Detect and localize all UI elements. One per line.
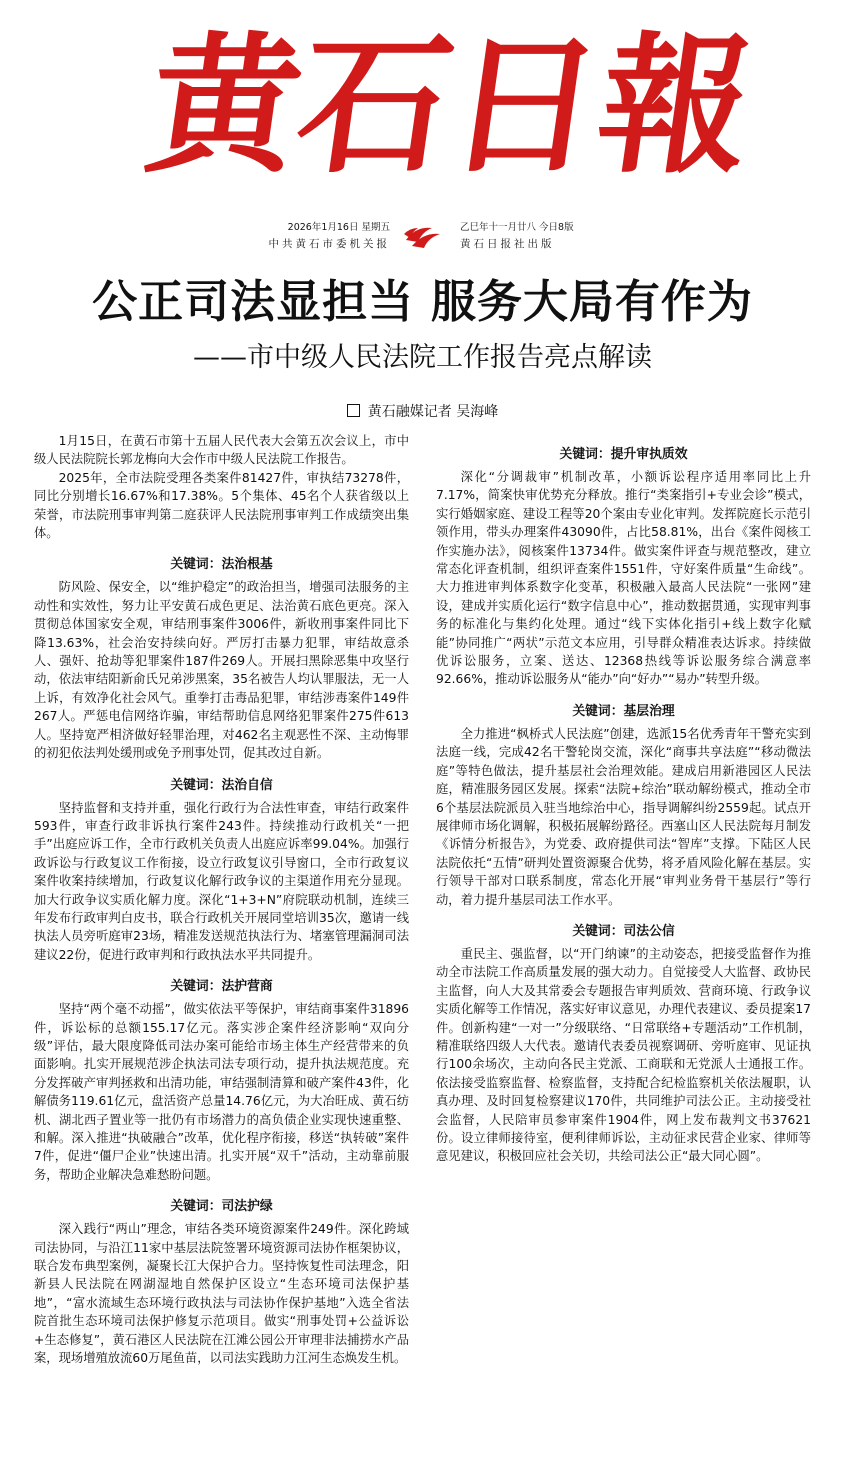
intro-paragraph: 2025年，全市法院受理各类案件81427件，审执结73278件，同比分别增长16.67%和17.38%。5个集体、45名个人获省级以上荣誉，市法院刑事审判第二庭获评人民法院刑事审判工作成绩突出集体。: [34, 470, 409, 541]
section-paragraph: 全力推进“枫桥式人民法庭”创建，选派15名优秀青年干警充实到法庭一线，完成42名干警轮岗交流，深化“商事共享法庭”“移动微法庭”等特色做法，提升基层社会治理效能。建成启用新港园区人民法庭，精准服务园区发展。探索“法院+综治”联动解纷模式，推动全市6个基层法院派员入驻当地综治中心，指导调解纠纷2559起。试点开展律师市场化调解，积极拓展解纷路径。西塞山区人民法院每月制发《诉情分析报告》，为党委、政府提供司法“智库”支撑。下陆区人民法院依托“五情”研判处置资源聚合优势，将矛盾风险化解在基层。实行领导干部对口联系制度，常态化开展“审判业务骨干基层行”等行动，着力提升基层司法工作水平。: [436, 726, 811, 907]
section-heading: 关键词：司法护绿: [170, 1199, 273, 1215]
section-paragraph: 坚持“两个毫不动摇”，做实依法平等保护，审结商事案件31896件，诉讼标的总额155.17亿元。落实涉企案件经济影响“双向分级”评估，最大限度降低司法办案可能给市场主体生产经营带来的负面影响。扎实开展规范涉企执法司法专项行动，提升执法规范度。充分发挥破产审判拯救和出清功能，审结强制清算和破产案件43件，化解债务119.61亿元，盘活资产总量14.76亿元，为大冶旺成、黄石纺机、湖北西子置业等一批仍有市场潜力的高负债企业实现快速重整、和解。深入推进“执破融合”改革，优化程序衔接，移送“执转破”案件7件，促进“僵尸企业”快速出清。扎实开展“双千”活动，主动靠前服务，帮助企业解决急难愁盼问题。: [34, 1002, 409, 1182]
lunar-date: 乙巳年十一月廿八 今日8版: [460, 222, 574, 233]
article-column-left: [34, 432, 409, 1367]
newspaper-emblem-icon: [402, 222, 442, 250]
section-heading: 关键词：法治根基: [170, 557, 273, 573]
title-char: 日: [437, 18, 613, 194]
section-paragraph: 深入践行“两山”理念，审结各类环境资源案件249件。深化跨域司法协同，与沿江11家中基层法院签署环境资源司法协作框架协议，联合发布典型案例，凝聚长江大保护合力。坚持恢复性司法理念，阳新县人民法院在网湖湿地自然保护区设立“生态环境司法保护基地”，“富水流域生态环境行政执法与司法协作保护基地”入选全省法院首批生态环境司法保护修复示范项目。做实“刑事处罚+公益诉讼+生态修复”，黄石港区人民法院在江滩公园公开审理非法捕捞水产品案，现场增殖放流60万尾鱼苗，以司法实践助力江河生态焕发生机。: [34, 1222, 409, 1366]
title-char: 石: [287, 18, 463, 194]
title-char: 黄: [137, 18, 313, 194]
title-char: 報: [587, 18, 763, 194]
publisher-name: 黄石日报社出版: [460, 238, 555, 250]
section-heading: 关键词：提升审执质效: [559, 447, 688, 462]
intro-paragraph: 1月15日，在黄石市第十五届人民代表大会第五次会议上，市中级人民法院院长郭龙梅向大会作市中级人民法院工作报告。: [34, 434, 409, 467]
masthead: [0, 0, 845, 215]
byline-box-icon: [347, 404, 360, 417]
section-paragraph: 坚持监督和支持并重，强化行政行为合法性审查，审结行政案件593件，审查行政非诉执行案件243件。持续推动行政机关“一把手”出庭应诉工作，全市行政机关负责人出庭应诉率99.04%。加强行政诉讼与行政复议工作衔接，设立行政复议引导窗口，全市行政复议案件收案持续增加，行政复议化解行政争议的主渠道作用充分显现。加大行政争议实质化解力度。深化“1+3+N”府院联动机制，连续三年发布行政审判白皮书，联合行政机关开展同堂培训35次，邀请一线执法人员旁听庭审23场，精准发送规范执法行为、堵塞管理漏洞司法建议22份，促进行政审判和行政执法水平共同提升。: [34, 800, 409, 962]
newspaper-title-logo: [137, 6, 763, 206]
dateline-right: [460, 220, 574, 252]
section-heading: 关键词：法治自信: [170, 777, 273, 793]
article-column-right: [436, 432, 811, 1166]
article-subheadline: ——市中级人民法院工作报告亮点解读: [193, 342, 652, 373]
article-headline: 公正司法显担当 服务大局有作为: [92, 275, 753, 328]
section-heading: 关键词：法护营商: [170, 979, 273, 995]
section-paragraph: 防风险、保安全，以“维护稳定”的政治担当，增强司法服务的主动性和实效性，努力让平安黄石成色更足、法治黄石底色更亮。深入贯彻总体国家安全观，审结刑事案件3006件，新收刑事案件同比下降13.63%，社会治安持续向好。严厉打击暴力犯罪，审结故意杀人、强奸、抢劫等犯罪案件187件269人。开展扫黑除恶集中攻坚行动，依法审结阳新俞氏兄弟涉黑案，35名被告人均认罪服法，无一人上诉，有效净化社会风气。重拳打击毒品犯罪，审结涉毒案件149件267人。严惩电信网络诈骗，审结帮助信息网络犯罪案件275件613人。坚持宽严相济做好轻罪治理，对462名主观恶性不深、主动悔罪的初犯依法判处缓刑或免予刑事处罚，促其改过自新。: [34, 580, 409, 761]
dateline-left: [269, 220, 391, 252]
issue-date: 2026年1月16日 星期五: [287, 222, 390, 233]
section-heading: 关键词：基层治理: [572, 703, 675, 719]
section-paragraph: 重民主、强监督，以“开门纳谏”的主动姿态，把接受监督作为推动全市法院工作高质量发展的强大动力。自觉接受人大监督、政协民主监督，向人大及其常委会专题报告审判质效、营商环境、行政争议实质化解等工作情况，落实好审议意见，办理代表建议、委员提案17件。创新构建“一对一”分级联络、“日常联络+专题活动”工作机制，精准联络四级人大代表。邀请代表委员视察调研、旁听庭审、见证执行100余场次，主动向各民主党派、工商联和无党派人士通报工作。依法接受监察监督、检察监督，支持配合纪检监察机关依法履职，认真办理、及时回复检察建议170件，共同维护司法公正。主动接受社会监督，人民陪审员参审案件1904件，网上发布裁判文书37621份。设立律师接待室，便利律师诉讼，主动征求民营企业家、律师等意见建议，积极回应社会关切，共绘司法公正“最大同心圆”。: [436, 946, 811, 1164]
dateline: [0, 220, 845, 252]
byline: [0, 402, 845, 422]
author: 黄石融媒记者 吴海峰: [367, 404, 499, 420]
section-heading: 关键词：司法公信: [572, 923, 675, 939]
publisher-affiliation: 中共黄石市委机关报: [268, 238, 390, 250]
section-paragraph: 深化“分调裁审”机制改革，小额诉讼程序适用率同比上升7.17%，简案快审优势充分释放。推行“类案指引+专业会诊”模式，实行婚姻家庭、建设工程等20个案由专业化审判。发挥院庭长示范引领作用，带头办理案件43090件，占比58.81%，出台《案件阅核工作实施办法》，阅核案件13734件。做实案件评查与规范整改，建立常态化评查机制，组织评查案件1551件，守好案件质量“生命线”。大力推进审判体系数字化变革，积极融入最高人民法院“一张网”建设，建成并实质化运行“数字信息中心”，推动数据贯通，实现审判事务的标准化与集约化处理。通过“线下实体化指引+线上数字化赋能”协同推广“两状”示范文本应用，引导群众精准表达诉求。持续做优诉讼服务，立案、送达、12368热线等诉讼服务综合满意率92.66%，推动诉讼服务从“能办”向“好办”“易办”转型升级。: [436, 470, 811, 687]
